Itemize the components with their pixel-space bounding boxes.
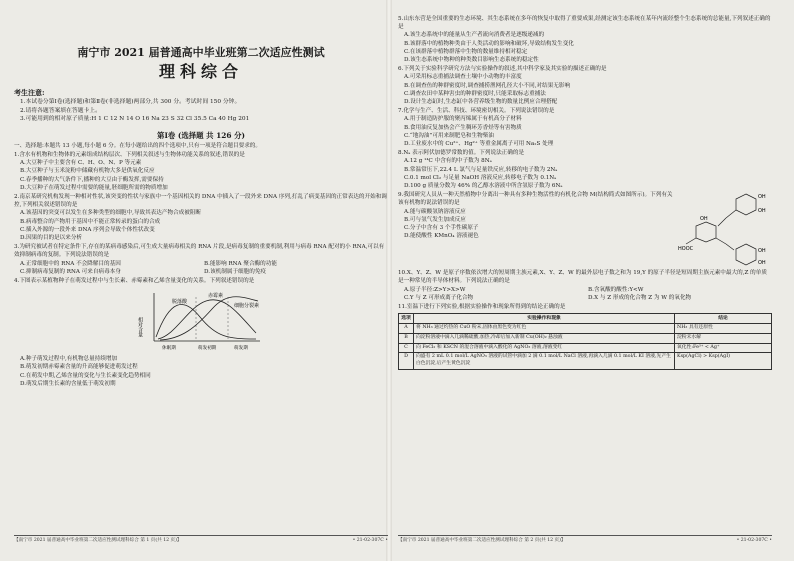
x-tick-label: 休眠期 [162,346,176,352]
table-header: 选项 [399,314,414,324]
exam-page-left [14,14,388,546]
question-4-option-a: A.种子萌发过程中,有机物总量持续增加 [20,356,118,363]
question-1-option-a: A.大豆种子中主要含有 C、H、O、N、P 等元素 [20,160,142,167]
question-9-option-c: C.分子中含有 3 个手性碳原子 [404,225,479,232]
svg-text:OH: OH [700,216,708,223]
question-10-option-c: C.Y 与 Z 可形成离子化合物 [404,294,474,301]
question-6-option-d: D.设计生态缸时,生态缸中各营养级生物的数量比例应合理搭配 [404,99,558,106]
question-9-option-b: B.可与氢气发生加成反应 [404,216,466,223]
cyclohexane-ring [696,222,716,242]
y-axis-label: 相对含量 [137,317,143,338]
note-item: 3.可能用到的相对原子质量:H 1 C 12 N 14 O 16 Na 23 S 32 Cl 35.5 Ca 40 Hg 201 [20,116,250,123]
note-item: 2.请将各题答案填在答题卡上。 [20,107,101,114]
question-2-option-c: C.插入外源的一段外来 DNA 序列会导致个体性状改变 [20,226,155,233]
question-10-option-d: D.X 与 Z 形成的化合物 Z 为 W 的氧化物 [588,294,692,301]
question-7-stem: 7.化学与生产、生活、科技、环境密切相关。下列说法错误的是 [398,108,555,115]
question-2-option-b: B.病毒整合的产物用于基因中不能正常转录的蛋白的合成 [20,218,161,225]
footer-code: • 21-02-307C • [352,538,388,543]
notes-heading: 考生注意: [14,88,45,97]
question-9-text [398,190,676,268]
question-5-option-c: C.在该群落中植物群落中生物的数量维持相对稳定 [404,48,528,55]
question-8-option-a: A.12 g ¹⁴C 中含有的中子数为 8Nₐ [404,158,492,165]
molecular-structure-diagram [676,190,772,268]
question-2-stem: 2.南京某研究机构发现一种相对性状,该突变的性状与家族中一个基因相关的 DNA 中插入了一段外来 DNA 序列,打乱了病变基因的正常表达的开始和调控,下列相关叙述错误的是 [14,194,387,209]
question-7-option-b: B.食用油反复加热会产生稠环芳香烃等有害物质 [404,124,522,131]
question-7-option-c: C.“地沟油”可用来制肥皂和生物柴油 [404,132,494,139]
question-2-option-d: D.因果的目的是以来分析 [20,235,83,242]
experiment-table [398,313,772,370]
question-3-option-d: D.该机制属于细胞的免疫 [204,268,267,275]
question-5-option-d: D.该生态系统中物种的种类数目影响生态系统的稳定性 [404,57,539,64]
question-10-option-b: B.含氧酸的酸性:Y<W [588,286,644,293]
section-title: 第Ⅰ卷 (选择题 共 126 分) [157,130,245,140]
table-row: A 将 NH₃ 通过灼热的 CuO 粉末,固体由黑色变为红色 NH₃ 具有还原性 [399,324,772,334]
table-header: 结论 [675,314,772,324]
question-10-options [398,286,772,302]
question-4-option-c: C.在萌发中期,乙烯含量的变化与生长素变化趋势相同 [20,372,151,379]
table-row: C 向 FeCl₂ 和 KSCN 的混合溶液中滴入酸化的 AgNO₃ 溶液,溶液变红 氧化性:Fe³⁺ < Ag⁺ [399,343,772,353]
question-8-option-c: C.0.1 mol Cl₂ 与足量 NaOH 溶液反应,转移电子数为 0.1Nₐ [404,174,557,181]
question-7-option-a: A.用于制造防护服的聚丙烯属于有机高分子材料 [404,116,522,123]
curve-label-b: 赤霉素 [208,293,224,300]
page-footer [398,535,772,546]
table-row: B 向淀粉溶液中滴入几滴稀硫酸,加热,冷却后加入新制 Cu(OH)₂ 悬浊液 淀粉未水解 [399,333,772,343]
question-4-figure [14,287,388,353]
exam-page-right [398,14,772,546]
svg-text:HOOC: HOOC [678,246,694,253]
question-2-option-a: A.该基因的突变可以发生在多种类型的细胞中,导致其表达产物合成被阻断 [20,210,202,217]
question-3-option-b: B.能影响 RNA 聚合酶的功能 [204,260,277,267]
svg-text:OH: OH [758,208,766,215]
question-8-stem: 8.Nₐ 表示阿伏加德罗常数的值。下列说法正确的是 [398,150,525,157]
hormone-curve-figure [136,287,266,353]
benzene-ring-bottom [736,244,756,265]
question-9-block [398,190,772,268]
question-1-option-c: C.春季播种的大气条件下,播种的大豆由于酶发挥,需要保持 [20,176,164,183]
question-1-option-b: B.大豆种子与玉米淀粉中储藏有机物大多是供氧化反应 [20,168,155,175]
question-7-option-d: D.工业废水中的 Cu²⁺、Hg²⁺ 等重金属离子可用 Na₂S 处理 [404,141,554,148]
question-3-option-a: A.正常细胞中的 RNA 不会降解目的基因 [20,260,121,267]
curve-abscisic-acid [156,305,256,340]
question-4-option-b: B.萌发初期赤霉素含量的升高能够促进萌发过程 [20,364,138,371]
table-row: D 向盛有 2 mL 0.1 mol/L AgNO₃ 溶液的试管中滴加 2 滴 0.1 mol/L NaCl 溶液,再滴入几滴 0.1 mol/L KI 溶液,先产生白色沉淀,后产生黄色沉淀 Ksp(AgCl) > Ksp(AgI) [399,353,772,370]
question-3-stem: 3.为研究被试者在特定条件下,存在的某病毒感染后,可生成大量病毒相关的 RNA 片段,是病毒复制的重要机制,利用与病毒 RNA 配对的小 RNA,可以有效抑制病毒的复制。下列说法错误的是 [14,244,385,259]
question-5-stem: 5.山东东营是全国重要的生态环境、其生态系统在多年的恢复中取得了重要成果,经测定该生态系统在某年内流经整个生态系统的总能量,下列叙述正确的是 [398,16,771,31]
question-5-option-b: B.该群落中的植物种类由于人类活动的影响和破坏,导致结构发生变化 [404,40,574,47]
question-10-stem: 10.X、Y、Z、W 是原子序数依次增大的短周期主族元素,X、Y、Z、W 的最外层电子数之和为 19,Y 的原子半径是短周期主族元素中最大的,Z 的单质是一种常见的半导体材料。下列说法正确的是 [398,270,767,285]
svg-text:OH: OH [758,248,766,255]
curve-label-c: 细胞分裂素 [234,303,260,310]
question-8-option-d: D.100 g 质量分数为 46% 的乙醇水溶液中所含氢原子数为 6Nₐ [404,183,563,190]
question-9-stem: 9.我国研究人员从一种天然植物中分离出一种具有多种生物活性的有机化合物 M(结构简式如图所示)。下列有关该有机物的说法错误的是 [398,192,673,207]
question-4-stem: 4.下图表示某植物种子在萌发过程中与生长素、赤霉素和乙烯含量变化的关系。下列叙述错误的是 [14,278,255,285]
question-9-option-a: A.能与碳酸氢钠溶液反应 [404,208,466,215]
note-item: 1.本试卷分第Ⅰ卷(选择题)和第Ⅱ卷(非选择题)两部分,共 300 分。考试时间 150 分钟。 [20,99,241,105]
exam-title: 南宁市 2021 届普通高中毕业班第二次适应性测试 [77,46,325,59]
x-tick-label: 萌发期 [234,346,248,352]
footer-page-info: 【南宁市 2021 届普通高中毕业班第二次适应性测试理科综合 第 2 页(共 12 页)】 [398,538,566,543]
footer-page-info: 【南宁市 2021 届普通高中毕业班第二次适应性测试理科综合 第 1 页(共 12 页)】 [14,538,182,543]
question-1-stem: 1.含水有机物和生物体的元素组成结构层次、下列相关叙述与生物体功能关系的叙述,错误的是 [14,151,245,158]
question-6-option-b: B.在调查鱼的种群密度时,调查捕捞渔网孔径大小不同,对结果无影响 [404,82,571,89]
table-header: 实验操作和现象 [414,314,675,324]
question-6-option-c: C.调查农田中某种害虫的种群密度时,只能采取标志重捕法 [404,90,546,97]
benzene-ring-top [736,194,756,215]
svg-text:OH: OH [758,194,766,201]
footer-code: • 21-02-307C • [736,538,772,543]
svg-text:OH: OH [758,260,766,267]
question-6-option-a: A.可采用标志重捕法调查土壤中小动物的丰富度 [404,74,522,81]
question-9-option-d: D.能使酸性 KMnO₄ 溶液褪色 [404,233,479,240]
question-3-options [14,260,388,276]
question-10-option-a: A.原子半径:Z>Y>X>W [404,286,466,293]
exam-subject: 理科综合 [158,62,243,81]
question-6-stem: 6.下列关于实验科学研究方法与实验操作的叙述,其中科学家及其实验的描述正确的是 [398,66,607,73]
question-5-option-a: A.该生态系统中的能量从生产者流向消费者是逐级递减的 [404,32,545,39]
question-1-option-d: D.大豆种子在萌发过程中需要的能量,胚细胞所需的物质增加 [20,184,168,191]
curve-label-a: 脱落酸 [172,299,188,306]
x-tick-label: 萌发初期 [198,346,217,352]
question-3-option-c: C.抑制病毒复制的 RNA 可来自病毒本身 [20,268,121,275]
question-8-option-b: B.常温常压下,22.4 L 氯气与足量铁反应,转移的电子数为 2Nₐ [404,166,558,173]
question-11-stem: 11.室温下进行下列实验,根据实验操作和现象所得到的结论正确的是 [398,304,566,311]
section-intro: 一、选择题:本题共 13 小题,每小题 6 分。在每小题给出的四个选项中,只有一项是符合题目要求的。 [14,142,261,149]
question-4-option-d: D.萌发后期生长素的含量低于萌发初期 [20,380,116,387]
page-footer [14,535,388,546]
